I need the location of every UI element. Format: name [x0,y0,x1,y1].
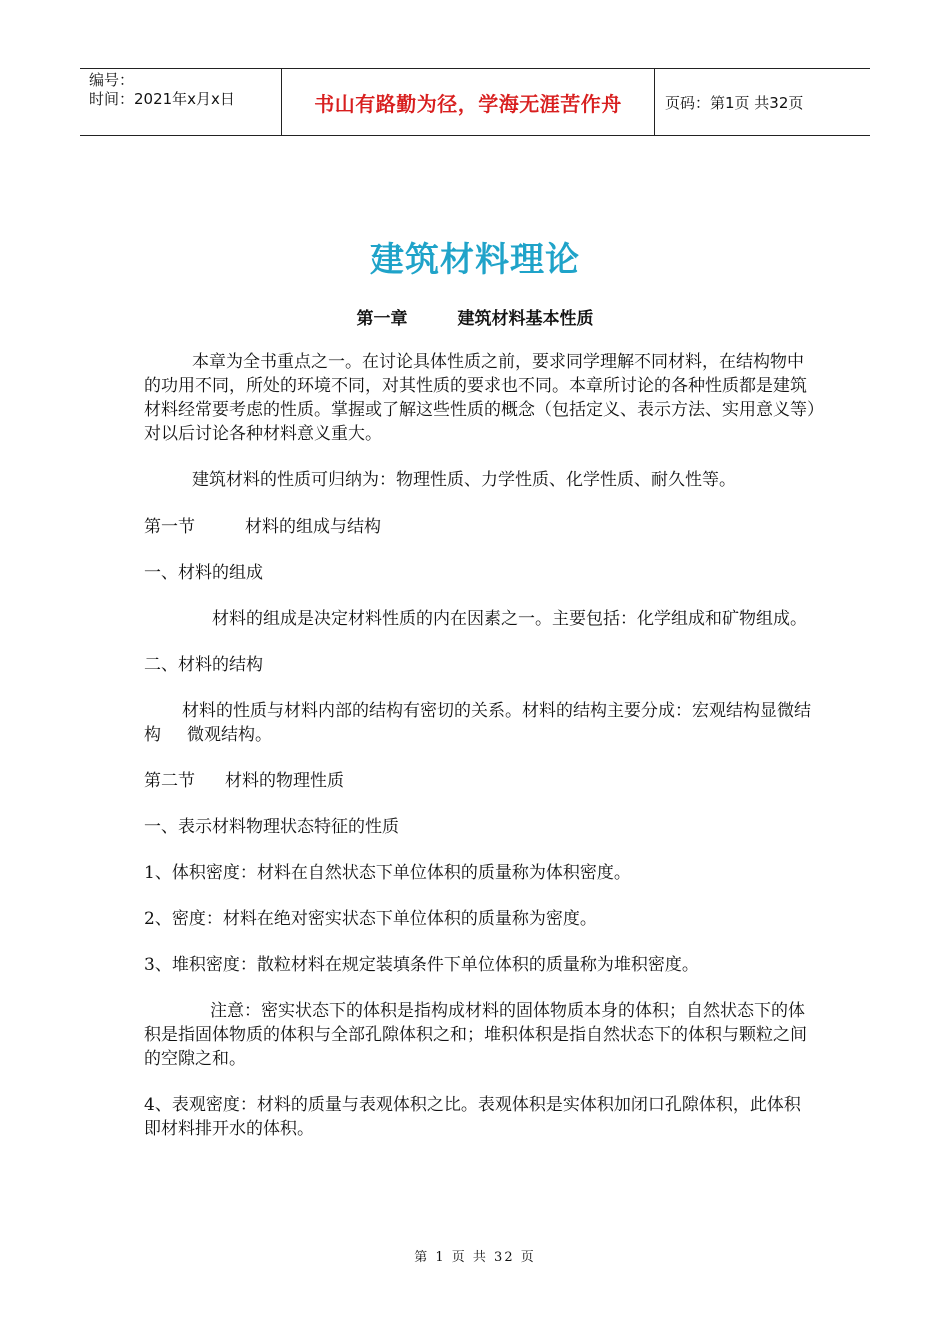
body-content [144,350,816,1141]
subheading: 一、材料的组成 [144,563,263,583]
list-item: 1、体积密度：材料在自然状态下单位体积的质量称为体积密度。 [144,863,631,883]
document-title: 建筑材料理论 [370,240,580,280]
header-page-info: 页码：第1页 共32页 [665,93,804,112]
section-number: 第二节 [144,771,195,791]
summary-paragraph: 建筑材料的性质可归纳为：物理性质、力学性质、化学性质、耐久性等。 [192,470,736,490]
subheading: 一、表示材料物理状态特征的性质 [144,817,399,837]
section-name: 材料的组成与结构 [245,517,381,537]
intro-paragraph: 本章为全书重点之一。在讨论具体性质之前，要求同学理解不同材料，在结构物中的功用不同，所处的环境不同，对其性质的要求也不同。本章所讨论的各种性质都是建筑材料经常要考虑的性质。掌握或了解这些性质的概念（包括定义、表示方法、实用意义等）对以后讨论各种材料意义重大。 [144,352,816,444]
chapter-number: 第一章 [356,309,408,329]
list-item: 2、密度：材料在绝对密实状态下单位体积的质量称为密度。 [144,909,597,929]
date-label: 时间：2021年x月x日 [89,90,235,108]
section-heading [144,769,816,793]
section-name: 材料的物理性质 [225,771,344,791]
composition-paragraph: 材料的组成是决定材料性质的内在因素之一。主要包括：化学组成和矿物组成。 [212,609,807,629]
note-paragraph: 注意：密实状态下的体积是指构成材料的固体物质本身的体积；自然状态下的体积是指固体物质的体积与全部孔隙体积之和；堆积体积是指自然状态下的体积与颗粒之间的空隙之和。 [144,1001,807,1069]
header-table [80,68,870,136]
structure-text-end: 微观结构。 [187,725,272,745]
structure-paragraph [144,699,816,747]
subheading: 二、材料的结构 [144,655,263,675]
page-footer: 第 1 页 共 32 页 [414,1250,536,1265]
number-label: 编号： [89,71,135,89]
header-meta-cell [80,69,282,135]
section-number: 第一节 [144,517,195,537]
structure-text: 材料的性质与材料内部的结构有密切的关系。材料的结构主要分成：宏观结构显微结构 [144,701,811,745]
chapter-heading [0,304,950,329]
section-heading [144,515,816,539]
list-item: 4、表观密度：材料的质量与表观体积之比。表观体积是实体积加闭口孔隙体积，此体积即材料排开水的体积。 [144,1095,801,1139]
header-motto: 书山有路勤为径，学海无涯苦作舟 [282,69,655,135]
chapter-name: 建筑材料基本性质 [457,309,594,329]
list-item: 3、堆积密度：散粒材料在规定装填条件下单位体积的质量称为堆积密度。 [144,955,699,975]
